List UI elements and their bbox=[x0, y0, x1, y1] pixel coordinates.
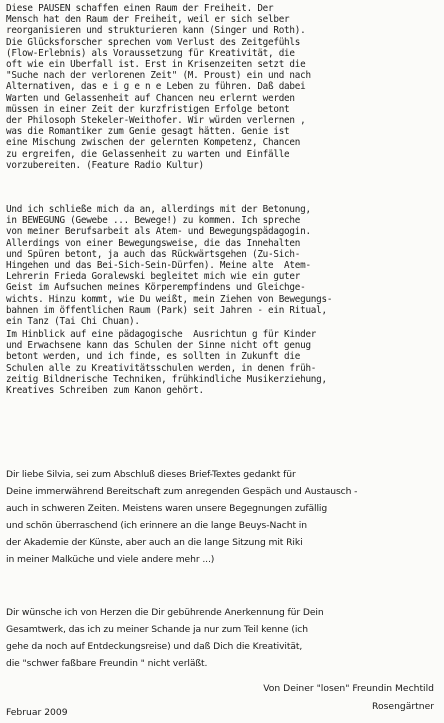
text-line: was die Romantiker zum Genie gesagt hätten. Genie ist bbox=[6, 126, 290, 138]
text-line: Hingehen und das Bei-Sich-Sein-Dürfen). Meine alte Atem- bbox=[6, 260, 311, 272]
text-line: die "schwer faßbare Freundin " nicht verläßt. bbox=[6, 658, 208, 670]
text-line: reorganisieren und strukturieren kann (Singer und Roth). bbox=[6, 25, 306, 37]
text-line: Allerdings von einer Bewegungsweise, die das Innehalten bbox=[6, 237, 301, 249]
text-line: und Spüren betont, ja auch das Rückwärtsgehen (Zu-Sich- bbox=[6, 248, 301, 260]
text-line: Diese PAUSEN schaffen einen Raum der Freiheit. Der bbox=[6, 3, 274, 14]
paragraph-paedagogik bbox=[6, 329, 440, 396]
signature-line: Von Deiner "losen" Freundin Mechtild bbox=[263, 683, 434, 694]
text-line: "Suche nach der verlorenen Zeit" (M. Proust) ein und nach bbox=[6, 70, 311, 82]
text-line: auch in schweren Zeiten. Meistens waren unsere Begegnungen zufällig bbox=[6, 503, 328, 515]
paragraph-wuensche bbox=[6, 604, 440, 672]
text-line: gehe da noch auf Entdeckungsreise) und daß Dich die Kreativität, bbox=[6, 641, 303, 653]
text-line: von meiner Berufsarbeit als Atem- und Bewegungspädagogin. bbox=[6, 226, 311, 238]
text-line: zeitig Bildnerische Techniken, frühkindliche Musikerziehung, bbox=[6, 373, 327, 385]
text-line: eine Mischung zwischen der gelernten Kompetenz, Chancen bbox=[6, 137, 301, 149]
text-line: betont werden, und ich finde, es sollten in Zukunft die bbox=[6, 351, 301, 363]
text-line: Geist im Aufsuchen meines Körperempfindens und Gleichge- bbox=[6, 282, 306, 294]
paragraph-pausen bbox=[6, 3, 440, 171]
text-line: Die Glücksforscher sprechen vom Verlust des Zeitgefühls bbox=[6, 36, 301, 48]
text-line: (Flow-Erlebnis) als Voraussetzung für Kreativität, die bbox=[6, 47, 295, 59]
text-line: Gesamtwerk, das ich zu meiner Schande ja nur zum Teil kenne (ich bbox=[6, 624, 308, 636]
text-line: Schulen alle zu Kreativitätsschulen werden, in denen früh- bbox=[6, 362, 317, 374]
text-line: Warten und Gelassenheit auf Chancen neu erlernt werden bbox=[6, 92, 295, 104]
text-line: der Akademie der Künste, aber auch an die lange Sitzung mit Riki bbox=[6, 537, 303, 549]
text-line: in BEWEGUNG (Gewebe ... Bewege!) zu kommen. Ich spreche bbox=[6, 215, 301, 227]
text-line: Deine immerwährend Bereitschaft zum anregenden Gespäch und Austausch - bbox=[6, 486, 358, 498]
text-line: Dir liebe Silvia, sei zum Abschluß dieses Brief-Textes gedankt für bbox=[6, 469, 296, 480]
text-line: in meiner Malküche und viele andere mehr ...) bbox=[6, 554, 215, 566]
text-line: bahnen im öffentlichen Raum (Park) seit Jahren - ein Ritual, bbox=[6, 304, 327, 316]
text-line: ein Tanz (Tai Chi Chuan). bbox=[6, 316, 140, 328]
text-line: der Philosoph Stekeler-Weithofer. Wir würden verlernen , bbox=[6, 115, 306, 127]
text-line: Kreatives Schreiben zum Kanon gehört. bbox=[6, 385, 204, 397]
paragraph-bewegung bbox=[6, 204, 440, 327]
letter-date: Februar 2009 bbox=[6, 707, 68, 718]
text-line: Im Hinblick auf eine pädagogische Ausrichtun g für Kinder bbox=[6, 329, 317, 340]
text-line: Dir wünsche ich von Herzen die Dir gebührende Anerkennung für Dein bbox=[6, 607, 324, 618]
text-line: und schön überraschend (ich erinnere an die lange Beuys-Nacht in bbox=[6, 520, 307, 532]
text-line: Mensch hat den Raum der Freiheit, weil er sich selber bbox=[6, 14, 290, 26]
text-line: oft wie ein Überfall ist. Erst in Krisenzeiten setzt die bbox=[6, 59, 306, 71]
text-line: Und ich schließe mich da an, allerdings mit der Betonung, bbox=[6, 204, 311, 215]
text-line: müssen in einer Zeit der kurzfristigen Erfolge betont bbox=[6, 103, 290, 115]
text-line: zu ergreifen, die Gelassenheit zu warten und Einfälle bbox=[6, 148, 290, 160]
text-line: wichts. Hinzu kommt, wie Du weißt, mein Ziehen von Bewegungs- bbox=[6, 293, 333, 305]
text-line: Lehrerin Frieda Goralewski begleitet mich wie ein guter bbox=[6, 271, 301, 283]
text-line: und Erwachsene kann das Schulen der Sinne nicht oft genug bbox=[6, 340, 311, 352]
paragraph-dank bbox=[6, 466, 440, 569]
text-line: Alternativen, das e i g e n e Leben zu führen. Daß dabei bbox=[6, 81, 306, 93]
signature-surname: Rosengärtner bbox=[372, 701, 434, 712]
text-line: vorzubereiten. (Feature Radio Kultur) bbox=[6, 159, 204, 171]
